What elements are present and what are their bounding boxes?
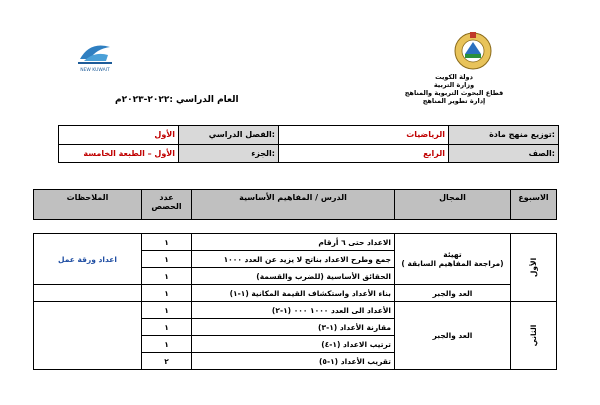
ministry-line: قطاع البحوث التربوية والمناهج (404, 89, 504, 97)
notes-cell (34, 285, 142, 302)
table-row (34, 234, 557, 251)
notes-cell: اعداد ورقة عمل (34, 234, 142, 285)
lesson-cell: الاعداد حتى ٦ أرقام (192, 234, 395, 251)
lesson-cell: (١-١) بناء الأعداد واستكشاف القيمة المكانية (192, 285, 395, 302)
part-value: الأول – الطبعة الخامسة (59, 144, 179, 163)
lesson-cell: جمع وطرح الاعداد بناتج لا يزيد عن العدد ١٠٠٠ (192, 251, 395, 268)
count-cell: ١ (142, 268, 192, 285)
count-cell: ١ (142, 336, 192, 353)
part-label: الجزء: (179, 144, 279, 163)
domain-cell: العد والجبر (395, 285, 511, 302)
domain-cell: تهيئة ( مراجعة المفاهيم السابقة) (395, 234, 511, 285)
count-cell: ١ (142, 234, 192, 251)
grade-label: الصف: (449, 144, 559, 163)
count-cell: ١ (142, 251, 192, 268)
info-table (58, 125, 559, 163)
column-header-row (33, 189, 557, 220)
domain-cell: العد والجبر (395, 302, 511, 370)
term-value: الأول (59, 126, 179, 145)
count-cell: ٢ (142, 353, 192, 370)
lesson-cell: (١-٤) ترتيب الاعداد (192, 336, 395, 353)
count-cell: ١ (142, 285, 192, 302)
schedule-table (33, 233, 557, 370)
new-kuwait-logo-icon (76, 37, 114, 73)
subject-label: توزيع منهج مادة: (449, 126, 559, 145)
grade-value: الرابع (279, 144, 449, 163)
count-header: عدد الحصص (142, 190, 192, 220)
notes-header: الملاحظات (34, 190, 142, 220)
lesson-cell: (١-٥) تقريب الأعداد (192, 353, 395, 370)
ministry-line: دولة الكويت (435, 73, 473, 81)
week-cell: الأول (511, 234, 557, 302)
ministry-line: وزارة التربية (433, 81, 475, 89)
lesson-cell: (١-٢) الأعداد الى العدد ١٠٠٠ ٠٠٠ (192, 302, 395, 319)
lesson-cell: الحقائق الأساسية (للضرب والقسمة) (192, 268, 395, 285)
term-label: الفصل الدراسي: (179, 126, 279, 145)
kuwait-emblem-icon (452, 30, 494, 72)
week-header: الاسبوع (511, 190, 557, 220)
count-cell: ١ (142, 319, 192, 336)
lesson-header: الدرس / المفاهيم الأساسية (192, 190, 395, 220)
domain-header: المجال (395, 190, 511, 220)
week-cell: الثاني (511, 302, 557, 370)
table-row (34, 302, 557, 319)
ministry-line: إدارة تطوير المناهج (422, 97, 486, 105)
subject-value: الرياضيات (279, 126, 449, 145)
academic-year: العام الدراسي :٢٠٢٢-٢٠٢٣م (115, 95, 239, 105)
lesson-cell: (١-٣) مقارنة الأعداد (192, 319, 395, 336)
table-row (34, 285, 557, 302)
logo-wordmark: NEW KUWAIT (80, 68, 110, 73)
count-cell: ١ (142, 302, 192, 319)
notes-cell (34, 302, 142, 370)
